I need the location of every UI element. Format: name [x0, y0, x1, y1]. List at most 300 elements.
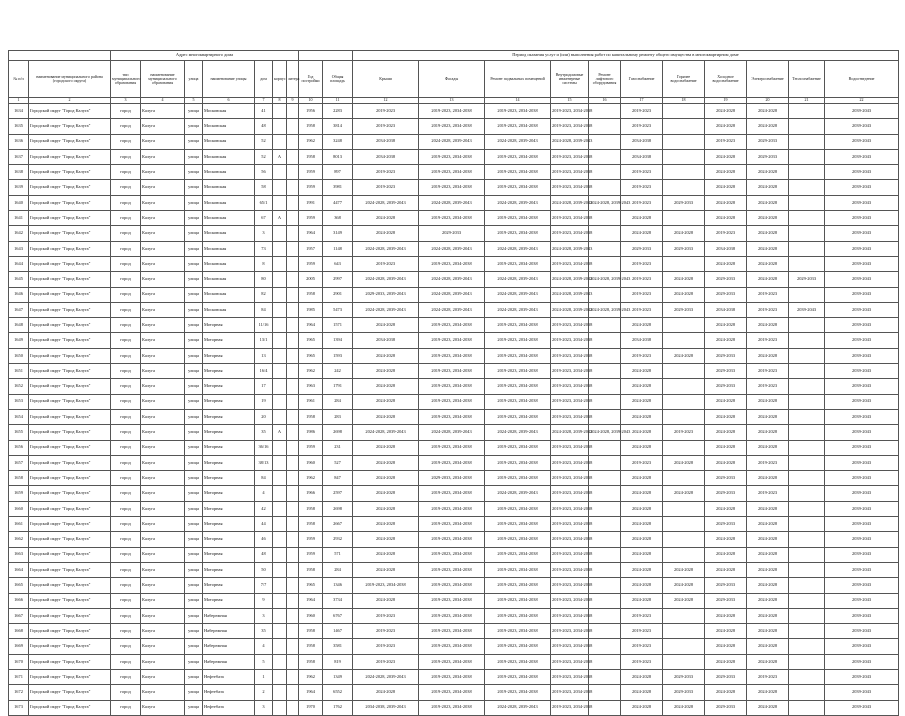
table-cell: 2667: [323, 517, 353, 532]
table-cell: Калуга: [141, 547, 185, 562]
table-cell: 2024-2028, 2039-2043: [485, 700, 551, 715]
table-cell: [663, 501, 705, 516]
table-cell: улица: [185, 241, 203, 256]
table-cell: 2283: [323, 104, 353, 119]
table-cell: 2019-2023, 2034-2038: [551, 654, 589, 669]
table-cell: 1394: [323, 333, 353, 348]
table-cell: 2024-2028: [353, 394, 419, 409]
table-cell: 1665: [9, 578, 29, 593]
table-cell: 2029-2033: [705, 578, 747, 593]
table-cell: улица: [185, 379, 203, 394]
table-cell: Московская: [203, 195, 255, 210]
table-cell: Калуга: [141, 272, 185, 287]
table-cell: 2019-2023, 2034-2038: [485, 654, 551, 669]
table-cell: 2024-2028: [747, 195, 789, 210]
table-cell: 16/4: [255, 364, 273, 379]
table-cell: 2019-2023, 2034-2038: [419, 211, 485, 226]
table-cell: 2024-2028: [353, 226, 419, 241]
table-cell: 1958: [299, 149, 323, 164]
table-cell: Городской округ "Город Калуга": [29, 195, 111, 210]
table-cell: [589, 256, 621, 271]
table-cell: Городской округ "Город Калуга": [29, 685, 111, 700]
table-cell: 8013: [323, 149, 353, 164]
table-cell: 2024-2028: [747, 256, 789, 271]
table-cell: 2019-2023, 2034-2038: [419, 394, 485, 409]
table-cell: 1958: [299, 654, 323, 669]
table-cell: 2019-2023: [621, 180, 663, 195]
table-cell: улица: [185, 685, 203, 700]
table-cell: [589, 409, 621, 424]
table-cell: улица: [185, 578, 203, 593]
column-number: 21: [789, 98, 825, 104]
table-cell: 82: [255, 287, 273, 302]
table-cell: город: [111, 348, 141, 363]
table-cell: город: [111, 547, 141, 562]
table-cell: 2039-2043: [825, 624, 899, 639]
table-cell: 2019-2023, 2034-2038: [551, 471, 589, 486]
table-cell: 2019-2023, 2034-2038: [419, 562, 485, 577]
table-cell: 2019-2023: [747, 379, 789, 394]
table-cell: [273, 440, 287, 455]
table-cell: 2024-2028: [353, 562, 419, 577]
table-cell: 2019-2023: [353, 624, 419, 639]
table-cell: 1650: [9, 348, 29, 363]
table-cell: Городской округ "Город Калуга": [29, 547, 111, 562]
table-cell: 2029-2033: [663, 195, 705, 210]
table-cell: 1658: [9, 471, 29, 486]
table-row: [9, 517, 899, 532]
table-cell: [589, 685, 621, 700]
table-cell: [589, 149, 621, 164]
column-number: 20: [747, 98, 789, 104]
table-cell: 2039-2043: [825, 348, 899, 363]
table-cell: 2024-2028: [705, 165, 747, 180]
table-cell: 1673: [9, 700, 29, 715]
table-cell: 1634: [9, 104, 29, 119]
table-cell: 2024-2028, 2039-2043: [485, 287, 551, 302]
table-cell: 2024-2028: [621, 685, 663, 700]
table-cell: 1959: [299, 211, 323, 226]
table-cell: 1964: [299, 318, 323, 333]
table-cell: 20: [255, 409, 273, 424]
table-cell: улица: [185, 165, 203, 180]
table-cell: 1656: [9, 440, 29, 455]
table-cell: [287, 471, 299, 486]
table-row: [9, 578, 899, 593]
table-cell: город: [111, 364, 141, 379]
table-cell: 2039-2043: [825, 455, 899, 470]
table-cell: 2024-2028: [353, 547, 419, 562]
table-cell: город: [111, 302, 141, 317]
table-cell: [273, 333, 287, 348]
table-cell: [789, 593, 825, 608]
table-cell: 2039-2043: [825, 669, 899, 684]
table-cell: [287, 195, 299, 210]
table-cell: 1965: [299, 578, 323, 593]
table-cell: Калуга: [141, 211, 185, 226]
column-header: Горячее водоснабжение: [663, 61, 705, 98]
table-cell: 2024-2028: [705, 501, 747, 516]
table-cell: 2005: [299, 272, 323, 287]
table-cell: улица: [185, 486, 203, 501]
table-cell: [789, 195, 825, 210]
column-header: наименование муниципального образования: [141, 61, 185, 98]
table-cell: Калуга: [141, 669, 185, 684]
table-cell: 2024-2028, 2039-2043: [551, 134, 589, 149]
table-cell: [789, 149, 825, 164]
table-cell: 2024-2028: [663, 348, 705, 363]
table-cell: Городской округ "Город Калуга": [29, 379, 111, 394]
table-cell: Калуга: [141, 685, 185, 700]
table-cell: город: [111, 700, 141, 715]
table-cell: 1646: [9, 287, 29, 302]
table-cell: 2024-2028, 2039-2043: [589, 302, 621, 317]
table-cell: [663, 517, 705, 532]
table-cell: [789, 165, 825, 180]
table-cell: город: [111, 333, 141, 348]
table-cell: [273, 532, 287, 547]
table-cell: 2024-2028: [353, 364, 419, 379]
table-cell: Городской округ "Город Калуга": [29, 211, 111, 226]
table-cell: 1962: [299, 364, 323, 379]
table-cell: 2024-2028, 2039-2043: [485, 486, 551, 501]
table-cell: 4: [255, 486, 273, 501]
table-cell: 2024-2028: [747, 685, 789, 700]
table-cell: 1956: [299, 104, 323, 119]
table-cell: 84: [255, 302, 273, 317]
table-cell: 2019-2023: [747, 333, 789, 348]
table-cell: Городской округ "Город Калуга": [29, 119, 111, 134]
table-cell: 2024-2028: [353, 348, 419, 363]
table-cell: Городской округ "Город Калуга": [29, 104, 111, 119]
table-row: [9, 318, 899, 333]
table-cell: город: [111, 104, 141, 119]
table-cell: 2019-2023: [621, 287, 663, 302]
table-cell: 1655: [9, 425, 29, 440]
table-cell: Городской округ "Город Калуга": [29, 134, 111, 149]
table-cell: 67: [255, 211, 273, 226]
table-cell: [663, 104, 705, 119]
table-cell: 2019-2023, 2034-2038: [419, 501, 485, 516]
table-cell: [273, 455, 287, 470]
column-header: Год постройки: [299, 61, 323, 98]
table-cell: улица: [185, 134, 203, 149]
table-cell: 2024-2028: [705, 149, 747, 164]
table-cell: 2024-2028: [663, 287, 705, 302]
table-cell: 2034-2038: [705, 302, 747, 317]
table-cell: 2019-2023, 2034-2038: [485, 501, 551, 516]
table-cell: Городской округ "Город Калуга": [29, 241, 111, 256]
column-number: 9: [287, 98, 299, 104]
table-cell: 2019-2023: [747, 364, 789, 379]
table-cell: 2024-2028, 2039-2043: [353, 302, 419, 317]
table-cell: 13/1: [255, 333, 273, 348]
table-cell: 2029-2033: [705, 364, 747, 379]
table-cell: Нефтебаза: [203, 669, 255, 684]
table-cell: 1593: [323, 348, 353, 363]
table-cell: 1762: [323, 700, 353, 715]
column-header: Теплоснабжение: [789, 61, 825, 98]
table-cell: Моторная: [203, 379, 255, 394]
table-cell: 1964: [299, 593, 323, 608]
table-cell: 2024-2028: [705, 104, 747, 119]
table-cell: 2024-2028: [705, 394, 747, 409]
table-cell: 2034-2038: [621, 134, 663, 149]
table-cell: 2019-2023, 2034-2038: [419, 669, 485, 684]
table-cell: 1667: [9, 608, 29, 623]
table-cell: [589, 578, 621, 593]
table-cell: [273, 608, 287, 623]
table-cell: 2029-2033: [621, 241, 663, 256]
table-cell: [273, 104, 287, 119]
table-cell: 2039-2043: [825, 241, 899, 256]
table-cell: 2698: [323, 501, 353, 516]
table-cell: 1791: [323, 379, 353, 394]
table-cell: [663, 333, 705, 348]
table-cell: 2024-2028: [747, 654, 789, 669]
table-row: [9, 364, 899, 379]
table-cell: 1958: [299, 287, 323, 302]
table-cell: 1959: [299, 440, 323, 455]
table-cell: улица: [185, 608, 203, 623]
table-cell: [789, 318, 825, 333]
table-cell: улица: [185, 471, 203, 486]
table-cell: 2034-2038: [353, 149, 419, 164]
table-cell: 2019-2023: [747, 287, 789, 302]
table-cell: 2019-2023, 2034-2038: [485, 379, 551, 394]
table-cell: [589, 333, 621, 348]
table-cell: [789, 501, 825, 516]
table-cell: 2039-2043: [825, 165, 899, 180]
table-cell: Моторная: [203, 562, 255, 577]
table-cell: 2024-2028: [747, 211, 789, 226]
table-cell: 2039-2043: [825, 562, 899, 577]
table-cell: [287, 272, 299, 287]
table-cell: 3: [255, 608, 273, 623]
table-row: [9, 486, 899, 501]
table-cell: 1962: [299, 669, 323, 684]
table-cell: 2024-2028: [747, 700, 789, 715]
table-cell: улица: [185, 256, 203, 271]
column-number: 22: [825, 98, 899, 104]
table-cell: город: [111, 669, 141, 684]
table-cell: 2024-2028: [747, 624, 789, 639]
table-cell: 3981: [323, 180, 353, 195]
table-cell: Московская: [203, 104, 255, 119]
table-cell: 2024-2028: [353, 409, 419, 424]
table-cell: 1965: [299, 348, 323, 363]
table-cell: [287, 302, 299, 317]
table-cell: Нефтебаза: [203, 685, 255, 700]
table-cell: 2019-2023, 2034-2038: [485, 669, 551, 684]
table-cell: 2024-2028, 2039-2043: [419, 134, 485, 149]
table-row: [9, 256, 899, 271]
table-cell: Калуга: [141, 256, 185, 271]
table-cell: Московская: [203, 119, 255, 134]
column-number: 1: [9, 98, 29, 104]
table-cell: 1652: [9, 379, 29, 394]
table-cell: город: [111, 318, 141, 333]
table-cell: Набережная: [203, 608, 255, 623]
table-cell: город: [111, 180, 141, 195]
table-cell: улица: [185, 287, 203, 302]
table-cell: 2019-2023: [353, 639, 419, 654]
table-cell: 2024-2028: [663, 455, 705, 470]
table-cell: [789, 669, 825, 684]
table-cell: 2024-2028: [621, 700, 663, 715]
table-cell: [287, 639, 299, 654]
table-cell: улица: [185, 394, 203, 409]
column-header-row: [9, 61, 899, 98]
table-cell: [663, 608, 705, 623]
column-number: 14: [485, 98, 551, 104]
table-cell: 2019-2023, 2034-2038: [419, 547, 485, 562]
table-cell: [663, 180, 705, 195]
table-cell: 2019-2023, 2034-2038: [551, 211, 589, 226]
table-cell: 1669: [9, 639, 29, 654]
table-cell: 2024-2028: [663, 272, 705, 287]
table-cell: [273, 654, 287, 669]
column-number: 4: [141, 98, 185, 104]
table-cell: [287, 119, 299, 134]
table-cell: [663, 394, 705, 409]
table-cell: [287, 165, 299, 180]
table-cell: [663, 165, 705, 180]
table-cell: город: [111, 241, 141, 256]
table-cell: [789, 532, 825, 547]
table-row: [9, 440, 899, 455]
table-cell: 2019-2023, 2034-2038: [551, 348, 589, 363]
table-cell: 2024-2028, 2039-2043: [589, 272, 621, 287]
table-cell: 2024-2028: [621, 409, 663, 424]
table-cell: 2029-2033: [705, 348, 747, 363]
table-cell: 2039-2043: [825, 104, 899, 119]
table-cell: 2019-2023: [621, 256, 663, 271]
table-cell: 3: [255, 700, 273, 715]
table-cell: улица: [185, 226, 203, 241]
table-cell: 1959: [299, 165, 323, 180]
table-cell: 2698: [323, 425, 353, 440]
table-cell: [589, 455, 621, 470]
table-cell: город: [111, 211, 141, 226]
table-cell: [789, 685, 825, 700]
table-cell: Городской округ "Город Калуга": [29, 669, 111, 684]
table-cell: 2019-2023: [353, 165, 419, 180]
table-cell: 1635: [9, 119, 29, 134]
table-cell: 1: [255, 669, 273, 684]
table-cell: [589, 134, 621, 149]
table-cell: 17: [255, 379, 273, 394]
table-cell: Калуга: [141, 608, 185, 623]
table-cell: Калуга: [141, 379, 185, 394]
table-cell: [273, 547, 287, 562]
table-cell: 2024-2028: [747, 562, 789, 577]
table-cell: 2024-2028: [353, 455, 419, 470]
column-header: Крыши: [353, 61, 419, 98]
table-cell: 2039-2043: [825, 272, 899, 287]
table-cell: 2039-2043: [825, 318, 899, 333]
table-cell: 2019-2023, 2034-2038: [551, 486, 589, 501]
table-cell: [287, 685, 299, 700]
column-number: 11: [323, 98, 353, 104]
table-cell: Моторная: [203, 593, 255, 608]
table-cell: 2024-2028: [705, 256, 747, 271]
table-cell: 2024-2028: [705, 685, 747, 700]
table-cell: 2024-2028: [621, 593, 663, 608]
table-cell: город: [111, 639, 141, 654]
table-cell: 2039-2043: [825, 471, 899, 486]
table-cell: 2019-2023, 2034-2038: [551, 364, 589, 379]
table-cell: 283: [323, 409, 353, 424]
table-cell: Городской округ "Город Калуга": [29, 700, 111, 715]
table-cell: 7/7: [255, 578, 273, 593]
column-header: литера: [287, 61, 299, 98]
table-cell: 2039-2043: [825, 226, 899, 241]
table-cell: 2019-2023: [353, 104, 419, 119]
table-cell: 2019-2023, 2034-2038: [551, 593, 589, 608]
table-cell: Моторная: [203, 409, 255, 424]
table-row: [9, 700, 899, 715]
table-cell: 2024-2028: [621, 226, 663, 241]
table-cell: Моторная: [203, 486, 255, 501]
table-cell: 2029-2033: [663, 685, 705, 700]
table-cell: 2019-2023, 2034-2038: [485, 394, 551, 409]
table-cell: 1957: [299, 241, 323, 256]
table-cell: 2019-2023: [353, 654, 419, 669]
table-cell: 2039-2043: [825, 364, 899, 379]
table-cell: 2034-2038, 2039-2043: [353, 700, 419, 715]
table-cell: [789, 455, 825, 470]
table-row: [9, 149, 899, 164]
table-cell: 2024-2028: [621, 425, 663, 440]
table-cell: Калуга: [141, 409, 185, 424]
table-cell: [663, 318, 705, 333]
table-cell: [273, 639, 287, 654]
table-cell: Городской округ "Город Калуга": [29, 593, 111, 608]
table-cell: [287, 226, 299, 241]
table-cell: 2019-2023, 2034-2038: [419, 593, 485, 608]
table-cell: город: [111, 226, 141, 241]
table-cell: 2019-2023: [747, 455, 789, 470]
table-cell: [789, 486, 825, 501]
table-row: [9, 547, 899, 562]
column-number: 17: [621, 98, 663, 104]
table-cell: 2019-2023, 2034-2038: [551, 578, 589, 593]
table-cell: 2039-2043: [825, 119, 899, 134]
table-cell: город: [111, 517, 141, 532]
table-cell: 2019-2023: [621, 348, 663, 363]
table-cell: [273, 578, 287, 593]
table-cell: 2019-2023, 2034-2038: [419, 379, 485, 394]
table-cell: 36/16: [255, 440, 273, 455]
table-cell: 2024-2028: [747, 608, 789, 623]
table-cell: 2019-2023, 2034-2038: [551, 608, 589, 623]
table-cell: [663, 440, 705, 455]
table-cell: город: [111, 532, 141, 547]
table-cell: Моторная: [203, 532, 255, 547]
table-cell: 2019-2023: [621, 272, 663, 287]
table-cell: 2019-2023, 2034-2038: [419, 348, 485, 363]
table-cell: 2039-2043: [825, 149, 899, 164]
table-cell: 2019-2023: [621, 119, 663, 134]
table-cell: [789, 471, 825, 486]
table-cell: 1349: [323, 669, 353, 684]
table-cell: Набережная: [203, 624, 255, 639]
header-group-blank: [9, 51, 111, 61]
table-cell: [589, 348, 621, 363]
table-cell: 2039-2043: [825, 547, 899, 562]
column-number: 5: [185, 98, 203, 104]
